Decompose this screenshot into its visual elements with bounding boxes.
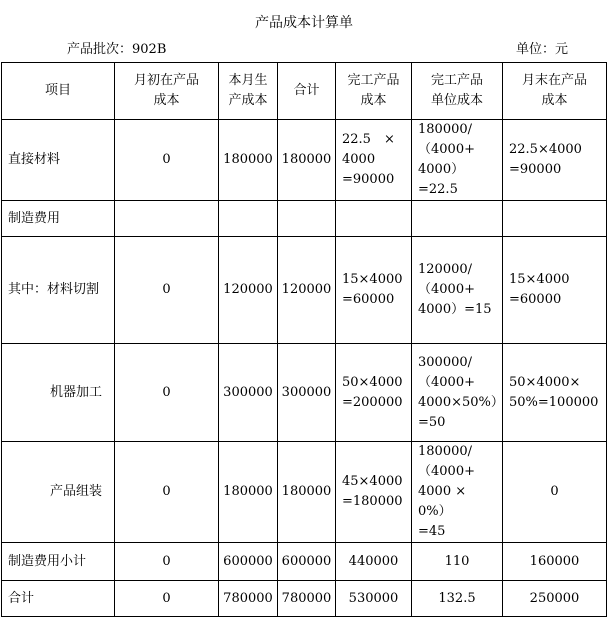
cell-unit-cost: 180000/ （4000+ 4000 × 0%） =45 <box>412 442 503 543</box>
cell-finished: 15×4000 =60000 <box>336 237 412 344</box>
cell-unit-cost <box>412 201 503 237</box>
table-row <box>2 120 607 201</box>
cell-finished <box>336 201 412 237</box>
cell-finished: 22.5 × 4000 =90000 <box>336 120 412 201</box>
cell-unit-cost: 300000/ （4000+ 4000×50%） =50 <box>412 344 503 442</box>
header-row <box>2 63 607 120</box>
cell-ending <box>503 201 607 237</box>
cell-finished: 50×4000 =200000 <box>336 344 412 442</box>
cell-total <box>278 201 336 237</box>
cell-ending: 15×4000 =60000 <box>503 237 607 344</box>
header-unit-cost: 完工产品 单位成本 <box>412 63 503 120</box>
cell-ending: 0 <box>503 442 607 543</box>
cell-unit-cost: 110 <box>412 543 503 581</box>
cell-current: 780000 <box>219 581 278 617</box>
cell-unit-cost: 132.5 <box>412 581 503 617</box>
cell-ending: 250000 <box>503 581 607 617</box>
cell-current <box>219 201 278 237</box>
cost-calculation-table <box>1 62 607 617</box>
row-item: 产品组装 <box>2 442 115 543</box>
row-item: 制造费用 <box>2 201 115 237</box>
row-item: 合计 <box>2 581 115 617</box>
row-item: 其中：材料切割 <box>2 237 115 344</box>
row-item: 机器加工 <box>2 344 115 442</box>
cell-ending: 50×4000× 50%=100000 <box>503 344 607 442</box>
cell-finished: 530000 <box>336 581 412 617</box>
cell-current: 180000 <box>219 442 278 543</box>
cell-opening: 0 <box>115 442 219 543</box>
cell-opening: 0 <box>115 120 219 201</box>
cell-current: 600000 <box>219 543 278 581</box>
row-item: 直接材料 <box>2 120 115 201</box>
cell-opening: 0 <box>115 581 219 617</box>
cell-total: 600000 <box>278 543 336 581</box>
header-current-cost: 本月生 产成本 <box>219 63 278 120</box>
table-row <box>2 344 607 442</box>
document-title: 产品成本计算单 <box>255 15 353 31</box>
cell-unit-cost: 180000/ （4000+ 4000）=22.5 <box>412 120 503 201</box>
cell-opening: 0 <box>115 344 219 442</box>
cell-ending: 22.5×4000 =90000 <box>503 120 607 201</box>
cell-total: 120000 <box>278 237 336 344</box>
cell-finished: 440000 <box>336 543 412 581</box>
table-row <box>2 581 607 617</box>
cell-total: 780000 <box>278 581 336 617</box>
cell-opening: 0 <box>115 543 219 581</box>
table-row <box>2 442 607 543</box>
cell-opening: 0 <box>115 237 219 344</box>
cell-current: 300000 <box>219 344 278 442</box>
cell-opening <box>115 201 219 237</box>
row-item: 制造费用小计 <box>2 543 115 581</box>
table-row <box>2 543 607 581</box>
cell-ending: 160000 <box>503 543 607 581</box>
header-finished-cost: 完工产品 成本 <box>336 63 412 120</box>
cell-current: 120000 <box>219 237 278 344</box>
header-item: 项目 <box>2 63 115 120</box>
cell-total: 180000 <box>278 442 336 543</box>
currency-unit: 单位：元 <box>516 42 569 57</box>
header-opening-wip: 月初在产品 成本 <box>115 63 219 120</box>
product-batch: 产品批次：902B <box>67 42 167 57</box>
header-ending-wip: 月末在产品 成本 <box>503 63 607 120</box>
table-row <box>2 201 607 237</box>
cell-total: 180000 <box>278 120 336 201</box>
header-total: 合计 <box>278 63 336 120</box>
cell-finished: 45×4000 =180000 <box>336 442 412 543</box>
cell-unit-cost: 120000/ （4000+ 4000）=15 <box>412 237 503 344</box>
cell-current: 180000 <box>219 120 278 201</box>
cell-total: 300000 <box>278 344 336 442</box>
table-row <box>2 237 607 344</box>
